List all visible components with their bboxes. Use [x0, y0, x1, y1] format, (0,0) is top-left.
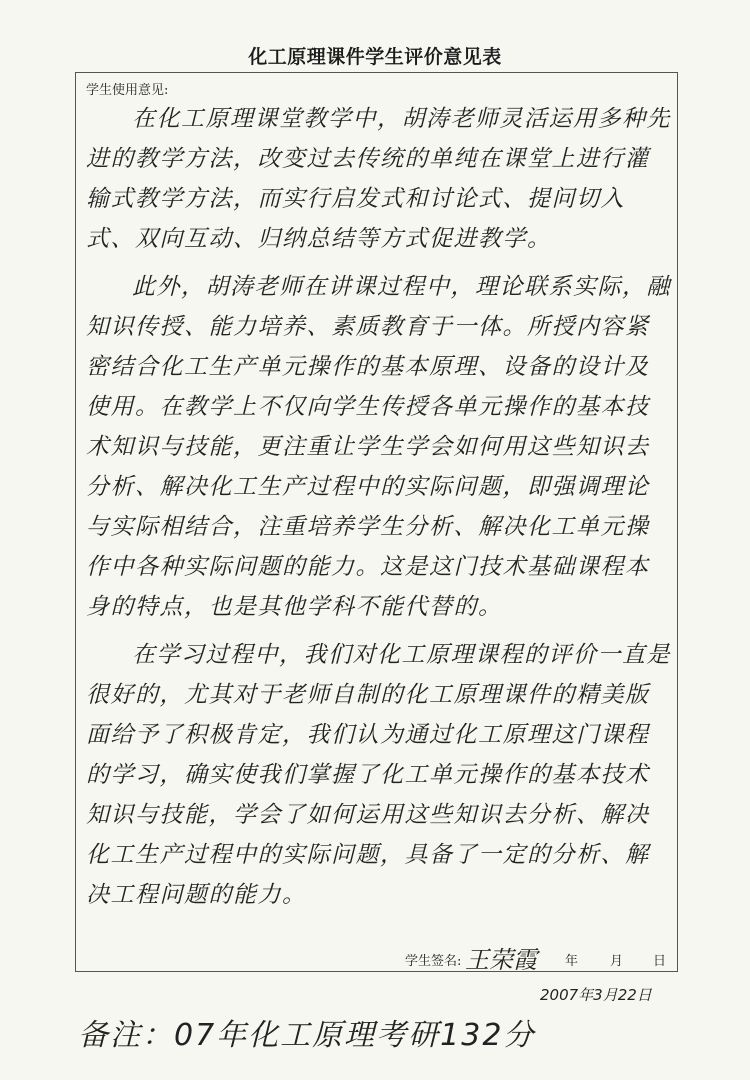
handwritten-comment: [86, 99, 671, 915]
signature-year-label: 年: [565, 954, 579, 969]
remark-note: 备注：07年化工原理考研132分: [78, 1018, 536, 1053]
signature-name: 王荣霞: [465, 946, 537, 974]
signature-label: 学生签名:: [405, 954, 462, 969]
document-title: 化工原理课件学生评价意见表: [248, 46, 502, 68]
form-box: [75, 72, 678, 972]
signature-day-label: 日: [653, 954, 667, 969]
signature-row: [405, 946, 685, 974]
student-comment-label: 学生使用意见:: [86, 83, 169, 98]
handwritten-date: 2007年3月22日: [540, 986, 652, 1004]
comment-paragraph-2: 此外，胡涛老师在讲课过程中，理论联系实际，融知识传授、能力培养、素质教育于一体。所授内容紧密结合化工生产单元操作的基本原理、设备的设计及使用。在教学上不仅向学生传授各单元操作的基本技术知识与技能，更注重让学生学会如何用这些知识去分析、解决化工生产过程中的实际问题，即强调理论与实际相结合，注重培养学生分析、解决化工单元操作中各种实际问题的能力。这是这门技术基础课程本身的特点，也是其他学科不能代替的。: [86, 274, 671, 620]
comment-paragraph-1: 在化工原理课堂教学中，胡涛老师灵活运用多种先进的教学方法，改变过去传统的单纯在课堂上进行灌输式教学方法，而实行启发式和讨论式、提问切入式、双向互动、归纳总结等方式促进教学。: [86, 106, 671, 252]
comment-paragraph-3: 在学习过程中，我们对化工原理课程的评价一直是很好的，尤其对于老师自制的化工原理课件的精美版面给予了积极肯定，我们认为通过化工原理这门课程的学习，确实使我们掌握了化工单元操作的基本技术知识与技能，学会了如何运用这些知识去分析、解决化工生产过程中的实际问题，具备了一定的分析、解决工程问题的能力。: [86, 642, 671, 908]
signature-month-label: 月: [610, 954, 624, 969]
